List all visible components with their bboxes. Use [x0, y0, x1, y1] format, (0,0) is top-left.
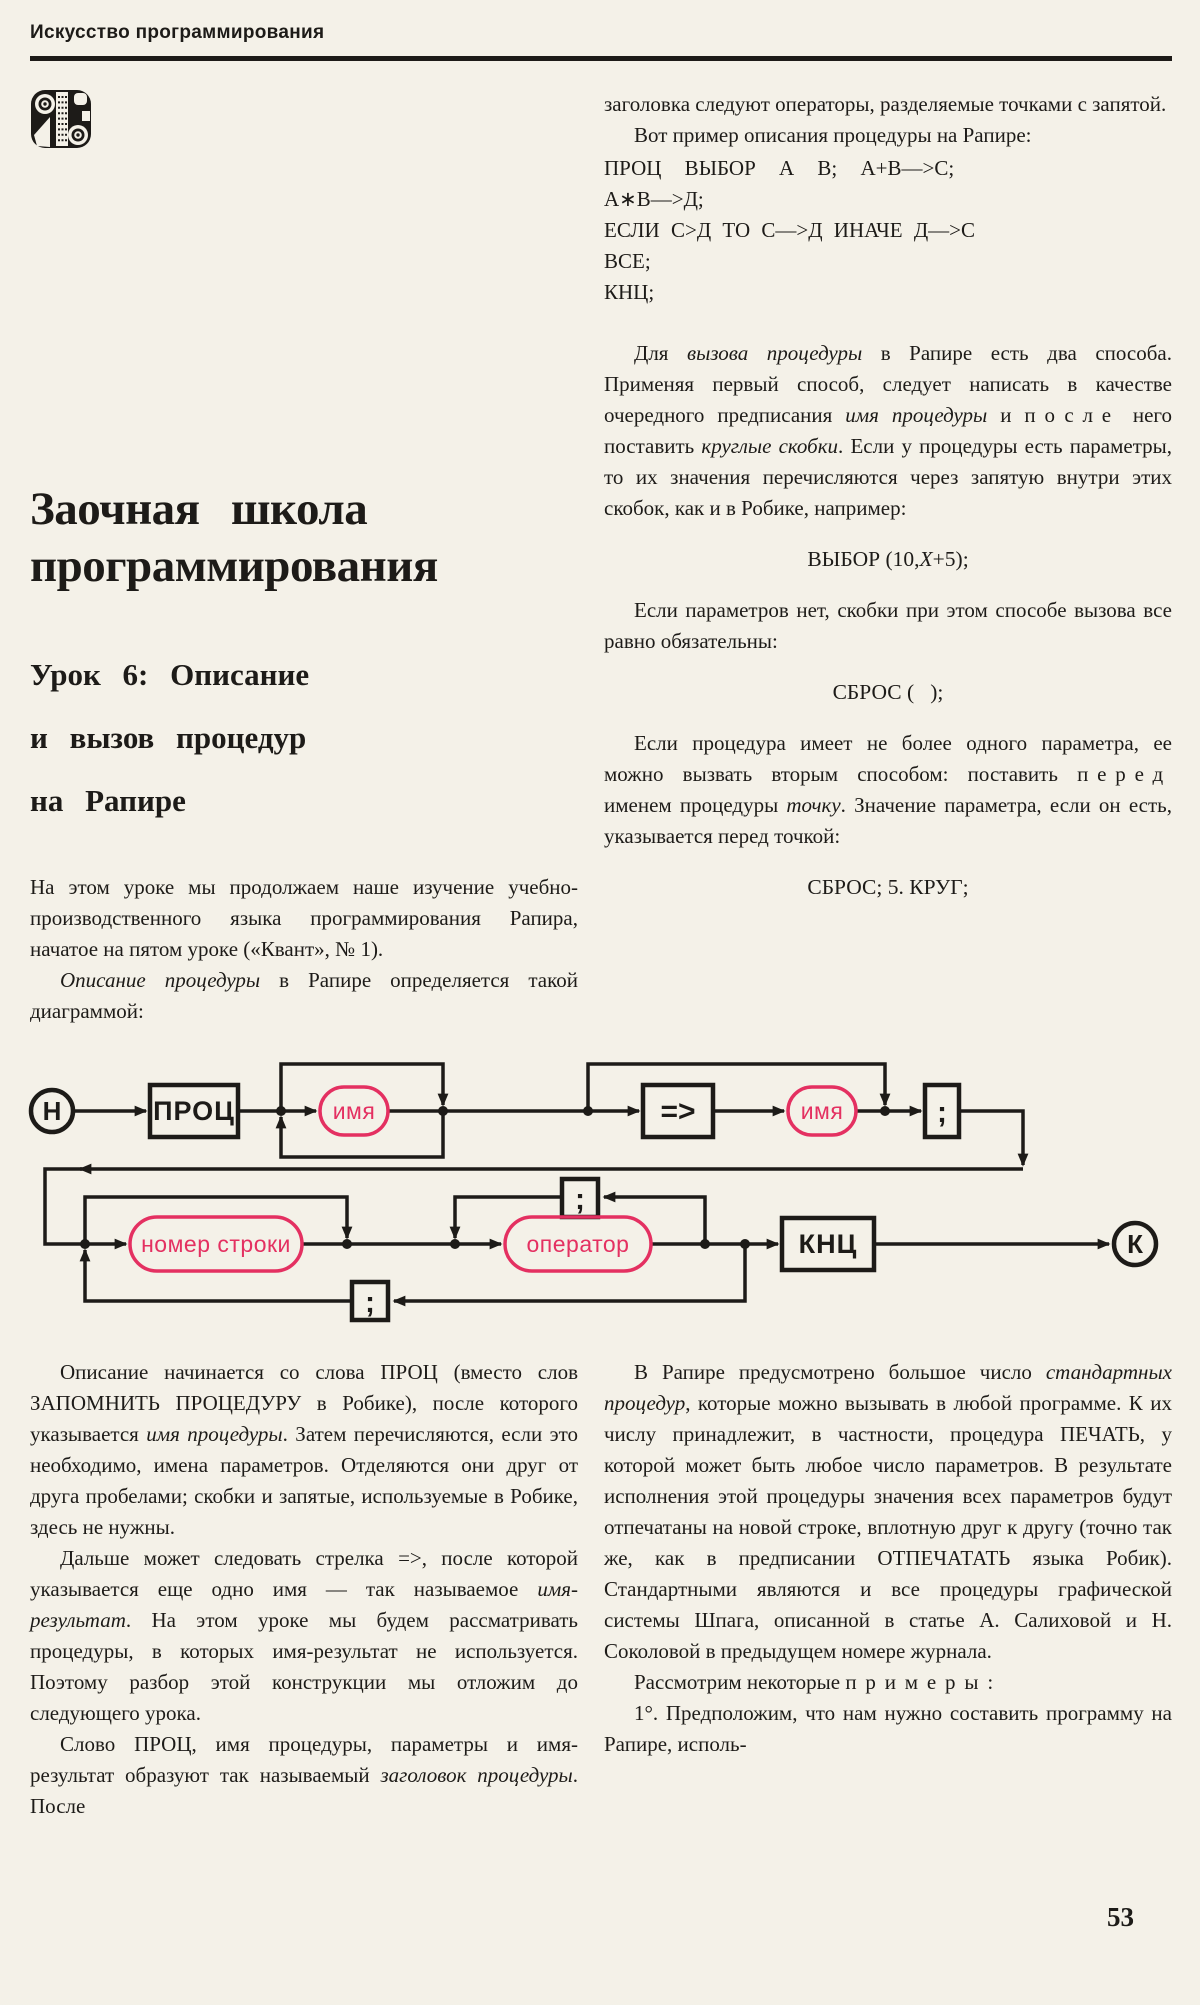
paragraph-examples-intro: Рассмотрим некоторые примеры: [634, 1670, 994, 1694]
formula-sbros-empty: СБРОС ( ); [832, 680, 944, 704]
bottom-right-column [604, 1357, 1172, 1822]
paragraph-header-definition: Слово ПРОЦ, имя процедуры, параметры и имя-результат образуют так называемый заголовок процедуры. После [30, 1732, 578, 1818]
paragraph-standard-procedures: В Рапире предусмотрено большое число стандартных процедур, которые можно вызывать в любой программе. К их числу принадлежит, в частности, процедура ПЕЧАТЬ, у которой может быть любое число параметров. В результате исполнения этой процедуры значения всех параметров будут отпечатаны на новой строке, вплотную друг к другу (точно так же, как в предписании ОТПЕЧАТАТЬ языка Робик). Стандартными являются и все процедуры графической системы Шпага, описанной в статье А. Салиховой и Н. Соколовой в предыдущем номере журнала. [604, 1360, 1172, 1663]
railroad-diagram-svg [0, 1039, 1200, 1339]
junction-dot [342, 1239, 352, 1249]
syntax-diagram [0, 1039, 1200, 1339]
statement-loop-out [85, 1250, 352, 1301]
code-line: ЕСЛИ С>Д ТО С—>Д ИНАЧЕ Д—>С [604, 218, 975, 242]
page-number: 53 [1107, 1902, 1134, 1932]
code-line: ВСЕ; [604, 249, 651, 273]
left-column [30, 75, 578, 1027]
bottom-left-column [30, 1357, 578, 1822]
intro-paragraph-1: На этом уроке мы продолжаем наше изучение учебно-производственного языка программирования Рапира, начатое на пятом уроке («Квант», № 1). [30, 875, 578, 961]
right-column-top [604, 75, 1172, 1027]
start-node-label: Н [42, 1096, 62, 1126]
paragraph-description-start: Описание начинается со слова ПРОЦ (вместо слов ЗАПОМНИТЬ ПРОЦЕДУРУ в Робике), после которого указывается имя процедуры. Затем перечисляются, если это необходимо, имена параметров. Отделяются они друг от друга пробелами; скобки и запятые, используемые в Робике, здесь не нужны. [30, 1360, 578, 1539]
junction-dot [276, 1106, 286, 1116]
column-header: Искусство программирования [30, 22, 325, 43]
proc-keyword-label: ПРОЦ [153, 1096, 235, 1126]
paragraph-no-params: Если параметров нет, скобки при этом способе вызова все равно обязательны: [604, 598, 1172, 653]
feedback-corner [45, 1169, 84, 1244]
line-number-label: номер строки [141, 1231, 291, 1257]
junction-dot [583, 1106, 593, 1116]
code-line: ПРОЦ ВЫБОР А В; А+В—>С; [604, 156, 955, 180]
paragraph-example-intro: Вот пример описания процедуры на Рапире: [634, 123, 1032, 147]
arrow-keyword-label: => [660, 1095, 696, 1128]
lesson-subtitle-line2: и вызов процедур [30, 720, 307, 755]
operator-node-label: оператор [526, 1231, 630, 1257]
junction-dot [700, 1239, 710, 1249]
lesson-subtitle [30, 643, 578, 832]
paragraph-example-1: 1°. Предположим, что нам нужно составить программу на Рапире, исполь- [604, 1701, 1172, 1756]
top-section [0, 75, 1200, 1027]
paragraph-second-method: Если процедура имеет не более одного параметра, ее можно вызвать вторым способом: поставить перед именем процедуры точку. Значение параметра, если он есть, указывается перед точкой: [604, 731, 1173, 848]
intro-block [30, 872, 578, 1027]
knts-keyword-label: КНЦ [798, 1229, 858, 1259]
junction-dot [740, 1239, 750, 1249]
article-title [30, 481, 578, 595]
code-line: А∗В—>Д; [604, 187, 704, 211]
semicolon-label-1: ; [937, 1096, 947, 1129]
result-name-node-label: имя [800, 1098, 844, 1124]
code-line: КНЦ; [604, 280, 655, 304]
name-node-label: имя [332, 1098, 376, 1124]
junction-dot [450, 1239, 460, 1249]
article-title-line2: программирования [30, 540, 438, 592]
bottom-section [0, 1357, 1200, 1822]
intro-paragraph-2: Описание процедуры в Рапире определяется такой диаграммой: [30, 968, 578, 1023]
junction-dot [880, 1106, 890, 1116]
masthead-rule [30, 56, 1172, 61]
junction-dot [438, 1106, 448, 1116]
semicolon-label-3: ; [365, 1286, 375, 1319]
formula-sbros-krug: СБРОС; 5. КРУГ; [807, 875, 969, 899]
article-title-line1: Заочная школа [30, 483, 368, 535]
junction-dot [80, 1239, 90, 1249]
lesson-subtitle-line1: Урок 6: Описание [30, 657, 310, 692]
flow-line-down [959, 1111, 1023, 1165]
end-node-label: К [1127, 1229, 1143, 1259]
formula-vybor: ВЫБОР (10,X+5); [807, 547, 969, 571]
paragraph-call-methods: Для вызова процедуры в Рапире есть два способа. Применяя первый способ, следует написать в качестве очередного предписания имя процедуры и после него поставить круглые скобки. Если у процедуры есть параметры, то их значения перечисляются через запятую внутри этих скобок, как и в Робике, например: [604, 341, 1173, 520]
programming-art-logo-icon [30, 87, 94, 151]
paragraph-result-arrow: Дальше может следовать стрелка =>, после которой указывается еще одно имя — так называемое имя-результат. На этом уроке мы будем рассматривать процедуры, в которых имя-результат не используется. Поэтому разбор этой конструкции мы отложим до следующего урока. [30, 1546, 578, 1725]
lesson-subtitle-line3: на Рапире [30, 783, 186, 818]
semicolon-label-2: ; [575, 1183, 585, 1216]
code-example [604, 153, 1172, 308]
paragraph-continuation: заголовка следуют операторы, разделяемые точками с запятой. [604, 92, 1167, 116]
masthead [0, 0, 1200, 61]
